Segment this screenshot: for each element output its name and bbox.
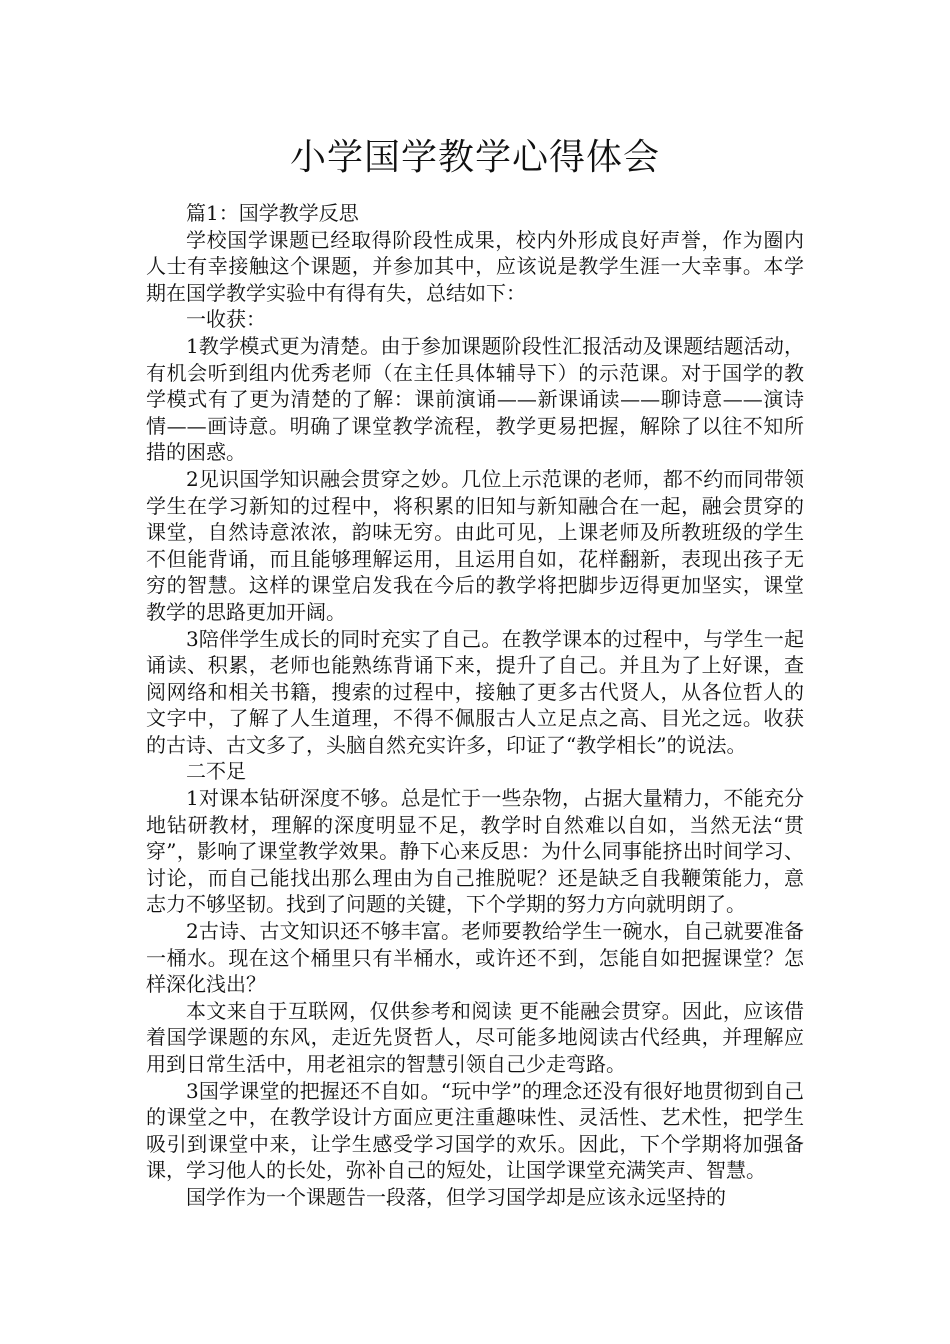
document-body [146,200,804,1211]
paragraph-gain-2: 2见识国学知识融会贯穿之妙。几位上示范课的老师，都不约而同带领学生在学习新知的过程中，将积累的旧知与新知融合在一起，融会贯穿的课堂，自然诗意浓浓，韵味无穷。由此可见，上课老师及所教班级的学生不但能背诵，而且能够理解运用，且运用自如，花样翻新，表现出孩子无穷的智慧。这样的课堂启发我在今后的教学将把脚步迈得更加坚实，课堂教学的思路更加开阔。 [146,466,804,624]
paragraph-shortcoming-1: 1对课本钻研深度不够。总是忙于一些杂物，占据大量精力，不能充分地钻研教材，理解的深度明显不足，教学时自然难以自如，当然无法“贯穿”，影响了课堂教学效果。静下心来反思：为什么同事能挤出时间学习、讨论，而自己能找出那么理由为自己推脱呢？还是缺乏自我鞭策能力，意志力不够坚韧。找到了问题的关键，下个学期的努力方向就明朗了。 [146,786,804,917]
paragraph-shortcoming-3: 3国学课堂的把握还不自如。“玩中学”的理念还没有很好地贯彻到自己的课堂之中，在教学设计方面应更注重趣味性、灵活性、艺术性，把学生吸引到课堂中来，让学生感受学习国学的欢乐。因此，下个学期将加强备课，学习他人的长处，弥补自己的短处，让国学课堂充满笑声、智慧。 [146,1078,804,1183]
paragraph-source-note: 本文来自于互联网，仅供参考和阅读 更不能融会贯穿。因此，应该借着国学课题的东风，走近先贤哲人，尽可能多地阅读古代经典，并理解应用到日常生活中，用老祖宗的智慧引领自己少走弯路。 [146,998,804,1076]
paragraph-gain-1: 1教学模式更为清楚。由于参加课题阶段性汇报活动及课题结题活动，有机会听到组内优秀老师（在主任具体辅导下）的示范课。对于国学的教学模式有了更为清楚的了解：课前演诵——新课诵读——聊诗意——演诗情——画诗意。明确了课堂教学流程，教学更易把握，解除了以往不知所措的困惑。 [146,333,804,465]
paragraph-heading-part1: 篇1：国学教学反思 [186,201,359,225]
paragraph-intro: 学校国学课题已经取得阶段性成果，校内外形成良好声誉，作为圈内人士有幸接触这个课题，并参加其中，应该说是教学生涯一大幸事。本学期在国学教学实验中有得有失，总结如下： [146,227,804,305]
section-heading-shortcomings: 二不足 [186,759,246,784]
paragraph-closing: 国学作为一个课题告一段落，但学习国学却是应该永远坚持的 [186,1184,726,1209]
section-heading-gains: 一收获： [186,307,266,332]
document-title: 小学国学教学心得体会 [289,137,660,178]
paragraph-gain-3: 3陪伴学生成长的同时充实了自己。在教学课本的过程中，与学生一起诵读、积累，老师也能熟练背诵下来，提升了自己。并且为了上好课，查阅网络和相关书籍，搜索的过程中，接触了更多古代贤人，从各位哲人的文字中，了解了人生道理，不得不佩服古人立足点之高、目光之远。收获的古诗、古文多了，头脑自然充实许多，印证了“教学相长”的说法。 [146,626,804,757]
paragraph-shortcoming-2: 2古诗、古文知识还不够丰富。老师要教给学生一碗水，自己就要准备一桶水。现在这个桶里只有半桶水，或许还不到，怎能自如把握课堂？怎样深化浅出？ [146,919,804,997]
